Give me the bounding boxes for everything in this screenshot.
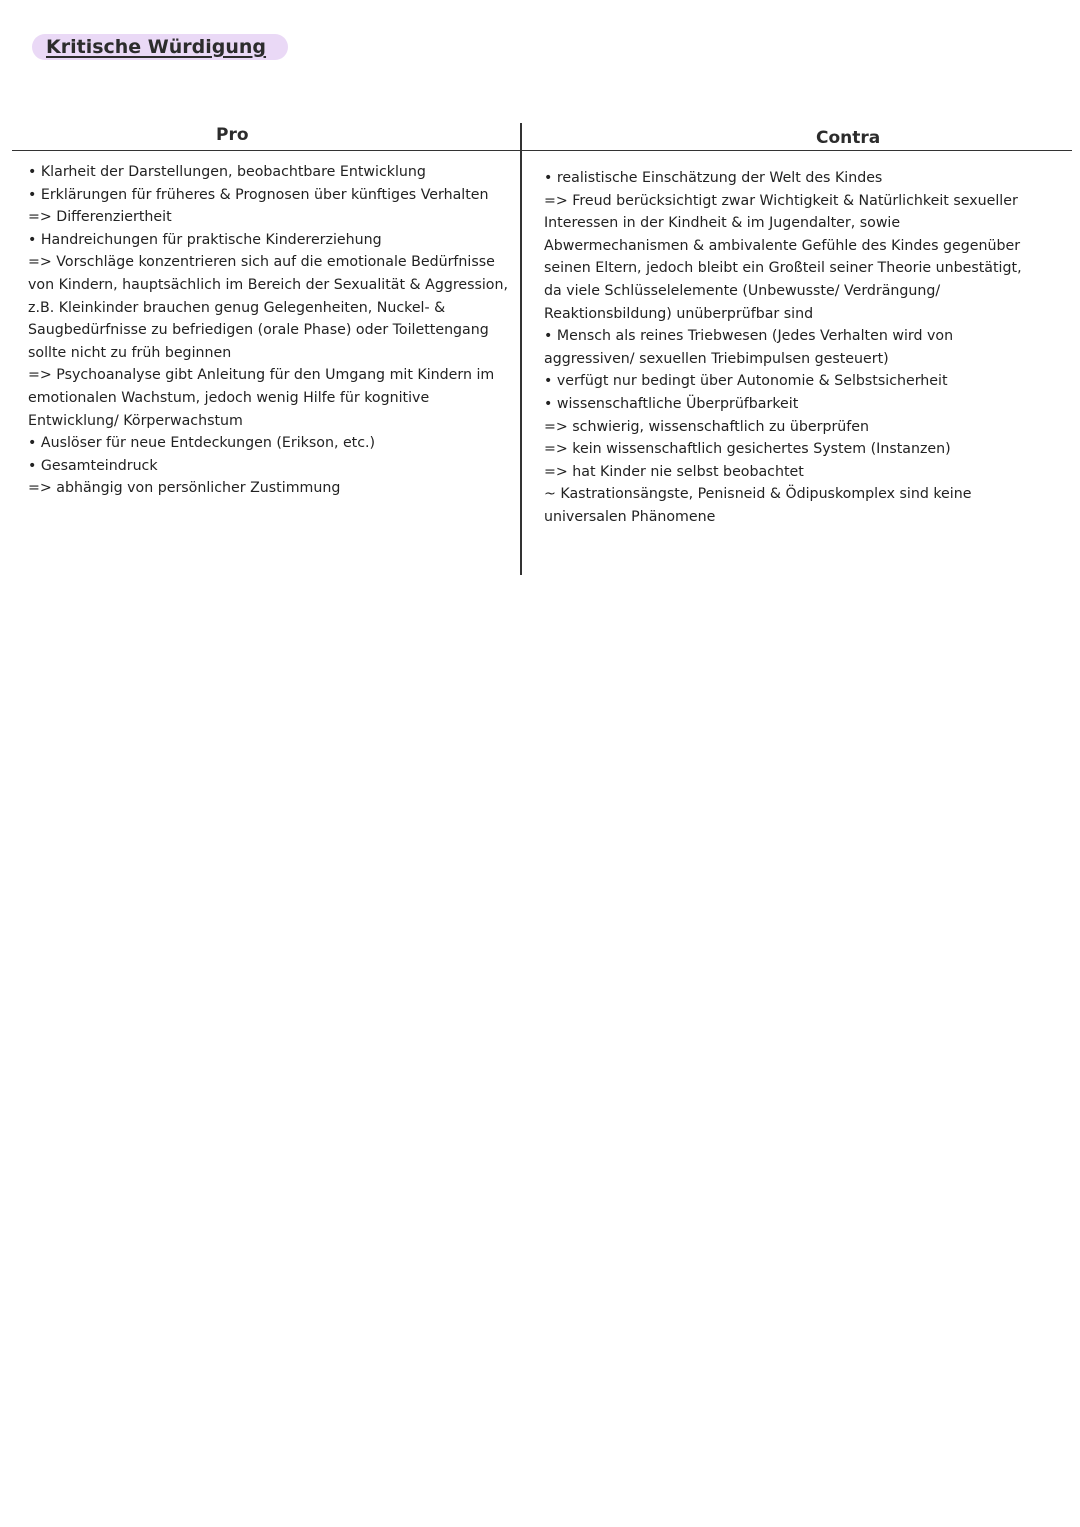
pro-line: emotionalen Wachstum, jedoch wenig Hilfe für kognitive <box>28 389 430 406</box>
header-rule-contra <box>520 150 1072 151</box>
pro-line: Entwicklung/ Körperwachstum <box>28 412 243 429</box>
pro-line: • Auslöser für neue Entdeckungen (Erikson, etc.) <box>28 435 376 452</box>
pro-line: => abhängig von persönlicher Zustimmung <box>28 480 341 497</box>
contra-line: • Mensch als reines Triebwesen (Jedes Verhalten wird von <box>544 328 954 345</box>
contra-heading: Contra <box>816 128 881 148</box>
pro-heading: Pro <box>216 125 249 145</box>
pro-list <box>28 161 508 500</box>
contra-line: • verfügt nur bedingt über Autonomie & Selbstsicherheit <box>544 373 948 390</box>
pro-line: => Differenziertheit <box>28 209 172 226</box>
pro-line: • Erklärungen für früheres & Prognosen über künftiges Verhalten <box>28 186 489 203</box>
column-divider <box>520 123 522 575</box>
contra-line: => Freud berücksichtigt zwar Wichtigkeit & Natürlichkeit sexueller <box>544 192 1018 209</box>
contra-line: da viele Schlüsselelemente (Unbewusste/ Verdrängung/ <box>544 282 941 299</box>
pro-line: • Handreichungen für praktische Kindererziehung <box>28 231 382 248</box>
contra-line: Interessen in der Kindheit & im Jugendalter, sowie <box>544 215 901 232</box>
contra-list <box>544 167 1022 529</box>
contra-line: => schwierig, wissenschaftlich zu überprüfen <box>544 418 870 435</box>
contra-line: Reaktionsbildung) unüberprüfbar sind <box>544 305 814 322</box>
contra-line: => kein wissenschaftlich gesichertes System (Instanzen) <box>544 441 951 458</box>
contra-line: Abwermechanismen & ambivalente Gefühle des Kindes gegenüber <box>544 237 1021 254</box>
page-title: Kritische Würdigung <box>46 36 267 58</box>
contra-line: aggressiven/ sexuellen Triebimpulsen gesteuert) <box>544 350 889 367</box>
pro-line: • Gesamteindruck <box>28 457 158 474</box>
pro-line: • Klarheit der Darstellungen, beobachtbare Entwicklung <box>28 164 426 180</box>
contra-line: • wissenschaftliche Überprüfbarkeit <box>544 395 799 412</box>
contra-line: => hat Kinder nie selbst beobachtet <box>544 463 804 480</box>
title-highlight <box>32 34 288 60</box>
pro-line: von Kindern, hauptsächlich im Bereich der Sexualität & Aggression, <box>28 276 508 293</box>
header-rule-pro <box>12 150 520 151</box>
contra-line: universalen Phänomene <box>544 508 716 525</box>
pro-line: sollte nicht zu früh beginnen <box>28 344 232 361</box>
contra-line: • realistische Einschätzung der Welt des Kindes <box>544 170 883 186</box>
pro-line: Saugbedürfnisse zu befriedigen (orale Phase) oder Toilettengang <box>28 322 489 339</box>
contra-line: seinen Eltern, jedoch bleibt ein Großteil seiner Theorie unbestätigt, <box>544 260 1022 277</box>
pro-line: => Vorschläge konzentrieren sich auf die emotionale Bedürfnisse <box>28 254 495 271</box>
pro-line: => Psychoanalyse gibt Anleitung für den Umgang mit Kindern im <box>28 367 495 384</box>
contra-line: ~ Kastrationsängste, Penisneid & Ödipuskomplex sind keine <box>544 486 972 503</box>
pro-line: z.B. Kleinkinder brauchen genug Gelegenheiten, Nuckel- & <box>28 299 446 316</box>
